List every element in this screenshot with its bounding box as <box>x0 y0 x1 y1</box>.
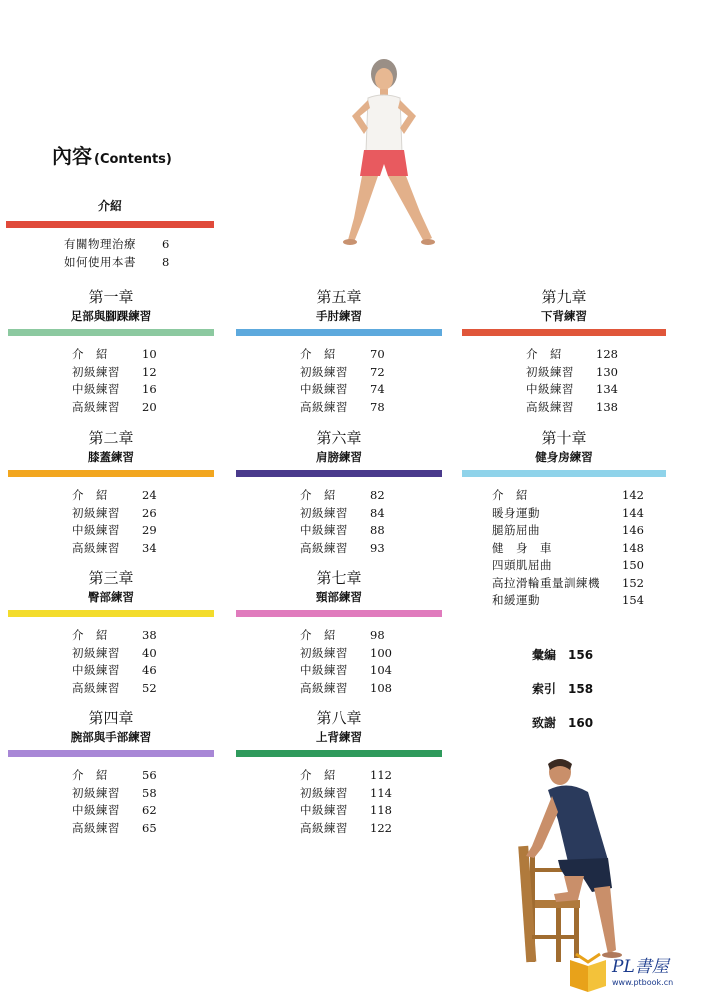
toc-entry-label: 高級練習 <box>72 680 120 695</box>
back-matter-label: 致謝 <box>532 716 557 730</box>
toc-entry-page: 65 <box>142 820 157 835</box>
chapter-header[interactable] <box>462 287 666 325</box>
toc-entry-label: 介 紹 <box>300 488 336 502</box>
toc-entry[interactable] <box>526 399 666 417</box>
intro-section <box>6 197 214 271</box>
chapter-section <box>8 568 214 697</box>
toc-entry-label: 初級練習 <box>72 505 120 520</box>
toc-entry[interactable] <box>492 592 666 610</box>
toc-entry[interactable] <box>492 487 666 505</box>
toc-entry-label: 中級練習 <box>72 382 120 396</box>
toc-entry[interactable] <box>300 505 442 523</box>
back-matter-entry[interactable] <box>532 680 593 697</box>
toc-entry-page: 10 <box>142 347 157 361</box>
toc-entry-label: 高級練習 <box>72 540 120 555</box>
toc-entry-label: 介 紹 <box>72 347 108 361</box>
toc-entry-page: 144 <box>622 505 644 520</box>
toc-entry[interactable] <box>492 575 666 593</box>
toc-entry[interactable] <box>300 767 442 785</box>
toc-entry-page: 148 <box>622 540 644 555</box>
toc-entry[interactable] <box>300 540 442 558</box>
toc-entry-label: 介 紹 <box>300 768 336 782</box>
toc-entry-page: 134 <box>596 382 618 396</box>
toc-entry[interactable] <box>72 645 214 663</box>
chapter-title: 健身房練習 <box>535 450 593 464</box>
toc-entry[interactable] <box>300 785 442 803</box>
toc-entry-page: 34 <box>142 540 157 555</box>
toc-entry-label: 中級練習 <box>72 523 120 537</box>
chapter-section <box>236 428 442 557</box>
chapter-title: 足部與腳踝練習 <box>70 309 152 323</box>
toc-entry-page: 98 <box>370 628 385 642</box>
chapter-section <box>236 568 442 697</box>
toc-entry-page: 24 <box>142 488 157 502</box>
chapter-entry-list <box>72 487 214 557</box>
toc-entry-page: 100 <box>370 645 392 660</box>
toc-entry[interactable] <box>72 802 214 820</box>
toc-entry[interactable] <box>72 487 214 505</box>
chapter-number: 第八章 <box>316 709 362 727</box>
toc-entry[interactable] <box>72 505 214 523</box>
toc-entry-label: 初級練習 <box>300 645 348 660</box>
toc-entry[interactable] <box>64 236 214 254</box>
watermark-brand: PL書屋 <box>612 957 669 977</box>
chapter-header[interactable] <box>8 428 214 466</box>
chapter-header[interactable] <box>236 287 442 325</box>
chapter-color-bar <box>462 470 666 477</box>
toc-entry[interactable] <box>492 522 666 540</box>
chapter-color-bar <box>8 750 214 757</box>
chapter-entry-list <box>492 487 666 610</box>
toc-entry[interactable] <box>300 381 442 399</box>
toc-entry-page: 112 <box>370 768 392 782</box>
toc-entry[interactable] <box>300 662 442 680</box>
back-matter-label: 彙編 <box>532 648 557 662</box>
chapter-header[interactable] <box>236 708 442 746</box>
chapter-header[interactable] <box>8 287 214 325</box>
toc-entry[interactable] <box>72 364 214 382</box>
chapter-section <box>236 708 442 837</box>
toc-entry-page: 82 <box>370 488 385 502</box>
chapter-title: 頸部練習 <box>316 590 362 604</box>
intro-color-bar <box>6 221 214 228</box>
toc-entry-label: 初級練習 <box>72 785 120 800</box>
chapter-entry-list <box>72 767 214 837</box>
chapter-header[interactable] <box>8 708 214 746</box>
chapter-color-bar <box>8 470 214 477</box>
toc-entry-page: 8 <box>162 254 170 269</box>
toc-entry-page: 62 <box>142 803 157 817</box>
toc-entry-label: 介 紹 <box>300 628 336 642</box>
toc-entry[interactable] <box>72 767 214 785</box>
toc-entry-label: 初級練習 <box>300 364 348 379</box>
chapter-number: 第四章 <box>88 709 134 727</box>
chapter-color-bar <box>236 750 442 757</box>
toc-entry-label: 介 紹 <box>526 347 562 361</box>
toc-entry-label: 中級練習 <box>300 803 348 817</box>
chapter-section <box>8 428 214 557</box>
toc-entry-label: 中級練習 <box>72 803 120 817</box>
toc-entry[interactable] <box>72 540 214 558</box>
toc-entry-page: 72 <box>370 364 385 379</box>
toc-entry-label: 高級練習 <box>300 820 348 835</box>
toc-entry[interactable] <box>72 346 214 364</box>
toc-entry-label: 高級練習 <box>300 540 348 555</box>
toc-entry-label: 健 身 車 <box>492 540 552 555</box>
chapter-number: 第九章 <box>541 288 587 306</box>
toc-entry[interactable] <box>492 557 666 575</box>
chapter-number: 第二章 <box>88 429 134 447</box>
chapter-color-bar <box>236 610 442 617</box>
chapter-number: 第一章 <box>88 288 134 306</box>
intro-list <box>64 236 214 271</box>
toc-entry-label: 初級練習 <box>300 785 348 800</box>
toc-entry-page: 16 <box>142 382 157 396</box>
chapter-color-bar <box>8 329 214 336</box>
toc-entry-label: 高級練習 <box>300 399 348 414</box>
toc-entry[interactable] <box>300 346 442 364</box>
toc-entry-label: 初級練習 <box>300 505 348 520</box>
chapter-entry-list <box>72 346 214 416</box>
back-matter-entry[interactable] <box>532 646 593 663</box>
intro-header <box>6 197 214 215</box>
chapter-color-bar <box>462 329 666 336</box>
chapter-entry-list <box>300 487 442 557</box>
toc-entry-page: 56 <box>142 768 157 782</box>
chapter-number: 第七章 <box>316 569 362 587</box>
toc-entry-label: 有關物理治療 <box>64 237 136 251</box>
toc-entry-page: 84 <box>370 505 385 520</box>
chapter-color-bar <box>8 610 214 617</box>
toc-entry-page: 146 <box>622 523 644 537</box>
toc-entry-page: 122 <box>370 820 392 835</box>
toc-entry-label: 腿筋屈曲 <box>492 523 540 537</box>
back-matter-entry[interactable] <box>532 714 593 731</box>
toc-entry[interactable] <box>64 254 214 272</box>
toc-entry-page: 78 <box>370 399 385 414</box>
toc-entry[interactable] <box>300 399 442 417</box>
toc-entry-label: 介 紹 <box>492 488 528 502</box>
toc-entry[interactable] <box>72 627 214 645</box>
chapter-title: 膝蓋練習 <box>88 450 134 464</box>
toc-entry-page: 74 <box>370 382 385 396</box>
toc-entry-label: 高級練習 <box>300 680 348 695</box>
toc-entry-page: 104 <box>370 663 392 677</box>
toc-entry-page: 29 <box>142 523 157 537</box>
chapter-header[interactable] <box>8 568 214 606</box>
toc-entry-label: 初級練習 <box>72 364 120 379</box>
toc-entry-page: 6 <box>162 237 170 251</box>
chapter-section <box>8 287 214 416</box>
toc-entry[interactable] <box>72 522 214 540</box>
toc-entry-page: 138 <box>596 399 618 414</box>
toc-entry[interactable] <box>300 645 442 663</box>
toc-entry-page: 142 <box>622 488 644 502</box>
toc-entry[interactable] <box>300 364 442 382</box>
toc-entry-label: 中級練習 <box>72 663 120 677</box>
toc-entry-label: 高級練習 <box>72 399 120 414</box>
chapter-title: 上背練習 <box>316 730 362 744</box>
toc-entry[interactable] <box>72 785 214 803</box>
toc-entry-label: 介 紹 <box>72 628 108 642</box>
toc-entry-label: 中級練習 <box>526 382 574 396</box>
chapter-entry-list <box>300 346 442 416</box>
toc-entry-page: 114 <box>370 785 392 800</box>
toc-entry[interactable] <box>72 662 214 680</box>
toc-entry[interactable] <box>72 680 214 698</box>
toc-entry-page: 38 <box>142 628 157 642</box>
chapter-number: 第十章 <box>541 429 587 447</box>
man-chair-stretch-figure <box>512 750 632 970</box>
back-matter-page: 156 <box>568 648 594 662</box>
toc-entry-page: 88 <box>370 523 385 537</box>
page-title <box>52 140 172 169</box>
toc-entry-label: 介 紹 <box>72 768 108 782</box>
chapter-entry-list <box>72 627 214 697</box>
toc-entry-label: 四頭肌屈曲 <box>492 558 552 572</box>
toc-entry-page: 108 <box>370 680 392 695</box>
toc-entry-page: 118 <box>370 803 392 817</box>
toc-entry[interactable] <box>526 346 666 364</box>
chapter-title: 肩膀練習 <box>316 450 362 464</box>
toc-entry-page: 152 <box>622 575 644 590</box>
back-matter-label: 索引 <box>532 682 557 696</box>
toc-entry-label: 和緩運動 <box>492 593 540 607</box>
chapter-section <box>462 428 666 610</box>
toc-entry-label: 高級練習 <box>526 399 574 414</box>
toc-entry-page: 20 <box>142 399 157 414</box>
chapter-section <box>8 708 214 837</box>
toc-entry-page: 128 <box>596 347 618 361</box>
toc-entry-label: 初級練習 <box>526 364 574 379</box>
toc-entry-page: 58 <box>142 785 157 800</box>
chapter-section <box>462 287 666 416</box>
toc-entry-label: 中級練習 <box>300 663 348 677</box>
toc-entry-page: 70 <box>370 347 385 361</box>
toc-entry-page: 150 <box>622 558 644 572</box>
chapter-header[interactable] <box>236 568 442 606</box>
chapter-header[interactable] <box>236 428 442 466</box>
chapter-number: 第三章 <box>88 569 134 587</box>
toc-entry[interactable] <box>72 820 214 838</box>
toc-entry-page: 93 <box>370 540 385 555</box>
watermark-url: www.ptbook.cn <box>612 978 674 987</box>
toc-entry[interactable] <box>72 381 214 399</box>
toc-entry-label: 高級練習 <box>72 820 120 835</box>
toc-entry-label: 介 紹 <box>300 347 336 361</box>
title-text: 內容 <box>52 144 92 168</box>
toc-entry-page: 40 <box>142 645 157 660</box>
toc-entry-label: 中級練習 <box>300 523 348 537</box>
chapter-entry-list <box>300 767 442 837</box>
toc-entry-label: 中級練習 <box>300 382 348 396</box>
chapter-number: 第五章 <box>316 288 362 306</box>
intro-title: 介紹 <box>97 199 122 213</box>
title-subtitle: (Contents) <box>94 152 172 167</box>
chapter-entry-list <box>526 346 666 416</box>
toc-entry-label: 高拉滑輪重量訓練機 <box>492 575 600 590</box>
toc-entry-label: 初級練習 <box>72 645 120 660</box>
toc-entry-label: 介 紹 <box>72 488 108 502</box>
back-matter-page: 160 <box>568 716 594 730</box>
toc-entry[interactable] <box>300 820 442 838</box>
chapter-section <box>236 287 442 416</box>
toc-entry-page: 52 <box>142 680 157 695</box>
toc-entry[interactable] <box>300 487 442 505</box>
chapter-header[interactable] <box>462 428 666 466</box>
chapter-title: 腕部與手部練習 <box>70 730 152 744</box>
toc-entry[interactable] <box>72 399 214 417</box>
chapter-color-bar <box>236 329 442 336</box>
chapter-entry-list <box>300 627 442 697</box>
toc-entry-page: 154 <box>622 593 644 607</box>
toc-entry-page: 26 <box>142 505 157 520</box>
woman-stretching-figure <box>328 52 440 252</box>
toc-entry[interactable] <box>492 540 666 558</box>
toc-entry-page: 130 <box>596 364 618 379</box>
chapter-title: 臀部練習 <box>88 590 134 604</box>
chapter-color-bar <box>236 470 442 477</box>
chapter-number: 第六章 <box>316 429 362 447</box>
toc-entry-label: 如何使用本書 <box>64 254 136 269</box>
chapter-title: 手肘練習 <box>316 309 362 323</box>
chapter-title: 下背練習 <box>541 309 587 323</box>
toc-entry[interactable] <box>300 680 442 698</box>
toc-entry[interactable] <box>300 627 442 645</box>
toc-entry[interactable] <box>526 364 666 382</box>
watermark-logo <box>566 948 706 1000</box>
toc-entry[interactable] <box>300 522 442 540</box>
toc-entry-label: 暖身運動 <box>492 505 540 520</box>
toc-entry-page: 12 <box>142 364 157 379</box>
toc-entry-page: 46 <box>142 663 157 677</box>
toc-entry[interactable] <box>492 505 666 523</box>
back-matter-page: 158 <box>568 682 594 696</box>
toc-entry[interactable] <box>300 802 442 820</box>
toc-entry[interactable] <box>526 381 666 399</box>
